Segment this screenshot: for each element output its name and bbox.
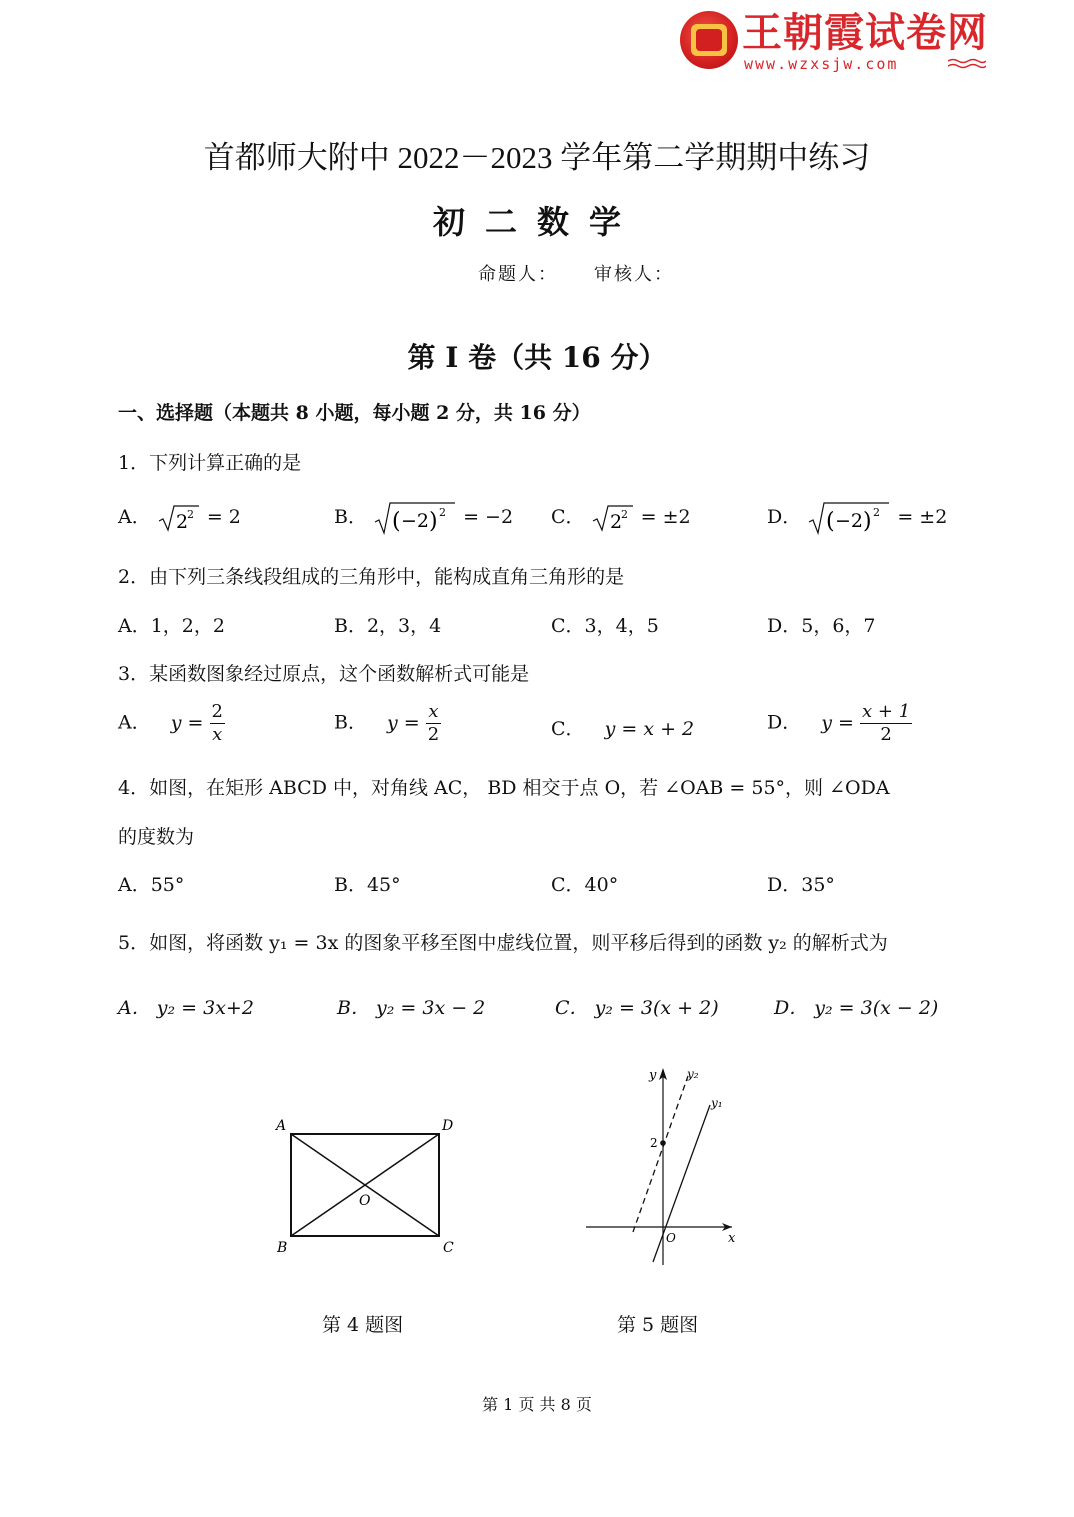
denominator: x	[212, 724, 223, 745]
question-1-option-d	[767, 500, 947, 536]
question-3-option-b	[334, 701, 441, 746]
option-lhs: y =	[387, 711, 420, 734]
option-label: C．	[551, 718, 585, 740]
question-5-option-b: B． y₂ = 3x − 2	[337, 997, 486, 1019]
svg-text:2: 2	[186, 508, 194, 521]
question-2-option-a: A．1，2，2	[118, 615, 225, 637]
svg-text:2: 2	[175, 511, 188, 533]
label-origin: O	[666, 1231, 676, 1245]
question-2-option-d: D．5，6，7	[767, 615, 876, 637]
svg-text:2: 2	[873, 506, 881, 519]
page-footer: 第 1 页 共 8 页	[482, 1395, 592, 1414]
svg-text:2: 2	[620, 508, 628, 521]
figure-4-caption: 第 4 题图	[322, 1314, 404, 1336]
fraction	[210, 701, 225, 746]
label-o: O	[359, 1193, 371, 1209]
numerator: x + 1	[862, 701, 911, 722]
question-1-option-b	[334, 500, 513, 536]
option-label: A．	[118, 506, 151, 528]
label-x-axis: x	[728, 1231, 736, 1246]
numerator: x	[426, 701, 441, 724]
label-y2: y₂	[687, 1067, 699, 1081]
denominator: 2	[427, 724, 440, 745]
figure-5-caption: 第 5 题图	[617, 1314, 699, 1336]
question-1-option-c	[551, 502, 691, 533]
sqrt-two-squared	[157, 503, 201, 533]
denominator: 2	[880, 724, 892, 745]
label-d: D	[442, 1118, 454, 1134]
option-rhs: = 2	[206, 506, 241, 528]
option-lhs: y =	[821, 711, 854, 734]
question-2-option-b: B．2，3，4	[334, 615, 442, 637]
svg-text:): )	[863, 509, 872, 534]
label-y-axis: y	[649, 1068, 657, 1083]
question-4-option-b: B．45°	[334, 874, 401, 896]
question-4-text-line1: 4．如图，在矩形 ABCD 中，对角线 AC， BD 相交于点 O，若 ∠OAB = 55°，则 ∠ODA	[118, 777, 890, 799]
intercept-point	[660, 1140, 666, 1146]
figure-5-graph	[580, 1060, 750, 1270]
svg-text:): )	[429, 509, 438, 534]
svg-text:−2: −2	[401, 510, 430, 532]
svg-text:(: (	[392, 509, 401, 534]
option-rhs: = −2	[463, 506, 514, 528]
option-label: B．	[334, 506, 367, 528]
svg-text:2: 2	[609, 511, 622, 533]
figure-4-rectangle	[270, 1110, 470, 1260]
question-2-text: 2．由下列三条线段组成的三角形中，能构成直角三角形的是	[118, 566, 625, 588]
question-5-option-a: A． y₂ = 3x+2	[118, 997, 254, 1019]
question-1-option-a	[118, 502, 241, 533]
question-3-text: 3．某函数图象经过原点，这个函数解析式可能是	[118, 663, 530, 685]
numerator: 2	[211, 701, 223, 722]
label-a: A	[276, 1118, 287, 1134]
wave-lines-icon	[948, 58, 986, 70]
question-3-option-c	[551, 714, 694, 741]
question-5-text: 5．如图，将函数 y₁ = 3x 的图象平移至图中虚线位置，则平移后得到的函数 y₂ 的解析式为	[118, 932, 888, 954]
option-rhs: = ±2	[897, 506, 948, 528]
question-5-option-d: D． y₂ = 3(x − 2)	[774, 997, 939, 1019]
sqrt-neg-two-squared	[807, 500, 891, 536]
option-label: D．	[767, 506, 802, 528]
label-intercept: 2	[650, 1136, 658, 1150]
question-4-option-d: D．35°	[767, 874, 835, 896]
subject-title: 初二数学	[432, 203, 641, 241]
svg-text:(: (	[826, 509, 835, 534]
section-heading: 一、选择题（本题共 8 小题，每小题 2 分，共 16 分）	[118, 402, 591, 424]
option-expression: y = x + 2	[604, 718, 695, 740]
question-3-option-d	[767, 701, 912, 746]
question-1-text: 1．下列计算正确的是	[118, 452, 302, 474]
question-4-text-line2: 的度数为	[118, 826, 195, 848]
label-c: C	[443, 1240, 454, 1256]
option-rhs: = ±2	[640, 506, 691, 528]
question-2-option-c: C．3，4，5	[551, 615, 659, 637]
seal-badge-icon	[680, 11, 738, 69]
reviewer-label: 审核人：	[594, 264, 674, 285]
option-lhs: y =	[170, 711, 204, 734]
option-label: C．	[551, 506, 585, 528]
line-y2-dashed	[633, 1076, 688, 1232]
question-4-option-a: A．55°	[118, 874, 185, 896]
label-b: B	[277, 1240, 288, 1256]
fraction	[426, 701, 441, 746]
svg-text:−2: −2	[835, 510, 864, 532]
option-label: D．	[767, 711, 802, 734]
option-label: B．	[334, 711, 367, 734]
label-y1: y₁	[711, 1096, 723, 1110]
question-4-option-c: C．40°	[551, 874, 619, 896]
svg-text:2: 2	[439, 506, 447, 519]
author-label: 命题人：	[478, 264, 558, 285]
school-title: 首都师大附中 2022－2023 学年第二学期期中练习	[203, 140, 871, 175]
sqrt-neg-two-squared	[373, 500, 457, 536]
question-3-option-a	[118, 701, 225, 746]
logo-title: 王朝霞试卷网	[742, 10, 988, 56]
option-label: A．	[118, 711, 151, 734]
authors-line	[478, 260, 710, 286]
sqrt-two-squared	[591, 503, 635, 533]
logo-url[interactable]: www.wzxsjw.com	[744, 55, 899, 73]
fraction	[860, 701, 912, 746]
line-y1	[653, 1105, 710, 1262]
volume-title: 第 I 卷（共 16 分）	[407, 341, 667, 374]
question-5-option-c: C． y₂ = 3(x + 2)	[555, 997, 719, 1019]
